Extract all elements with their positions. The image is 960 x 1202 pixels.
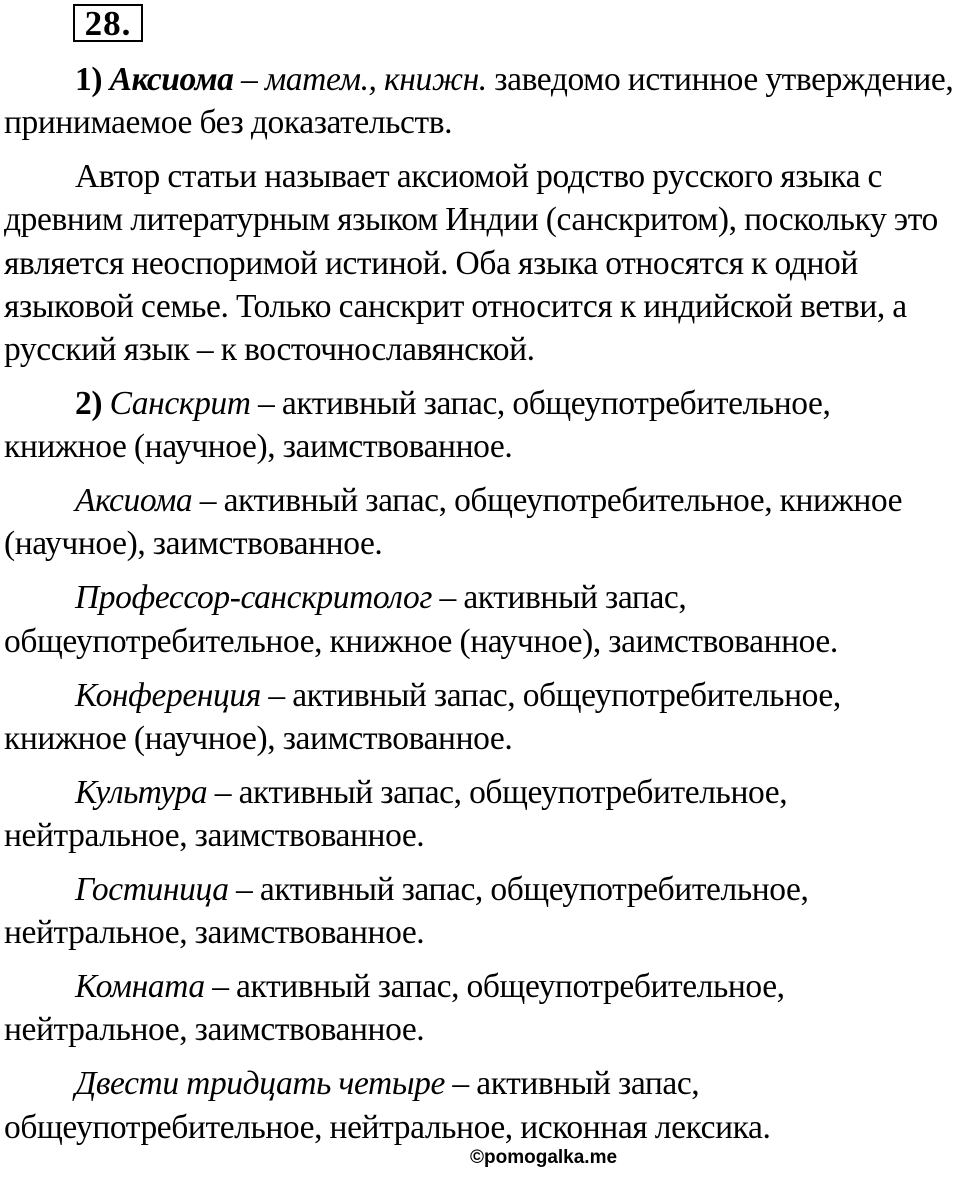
explanation-paragraph: Автор статьи называет аксиомой родство русского языка с древним литературным языком Индии (санскритом), поскольку это является неоспоримой истиной. Оба языка относятся к одной языковой семье. Только санскрит относится к индийской ветви, а русский язык – к восточнославянской.	[4, 158, 938, 369]
entry-word: Профессор-санскритолог	[75, 579, 433, 617]
watermark: ©pomogalka.me	[470, 1147, 618, 1168]
entry-word: Культура	[75, 773, 208, 811]
entry-paragraph	[4, 674, 960, 760]
entry-paragraph	[4, 576, 960, 662]
item-number: 1)	[75, 61, 103, 98]
item-number: 2)	[75, 385, 103, 423]
entry-word: Санскрит	[109, 385, 251, 423]
entry-description: – активный запас, общеупотребительное, нейтральное, исконная лексика.	[4, 1065, 771, 1146]
answer-text	[4, 58, 960, 1160]
entry-word: Двести тридцать четыре	[75, 1065, 445, 1103]
entry-paragraph	[4, 479, 960, 565]
entry-description: – активный запас, общеупотребительное, книжное (научное), заимствованное.	[4, 579, 838, 660]
entry-description: – активный запас, общеупотребительное, нейтральное, заимствованное.	[4, 968, 785, 1049]
entry-paragraph	[4, 965, 960, 1051]
defined-term: Аксиома	[109, 61, 234, 98]
entry-paragraph	[4, 868, 960, 954]
definition-text: заведомо истинное утверждение, принимаемое без доказательств.	[4, 61, 954, 142]
entry-word: Комната	[75, 968, 205, 1006]
usage-labels: матем., книжн.	[264, 61, 487, 98]
entry-word: Гостиница	[75, 871, 229, 909]
entry-word: Конференция	[75, 676, 261, 714]
term-dash: –	[233, 61, 265, 98]
entry-paragraph	[4, 771, 960, 857]
entry-description: – активный запас, общеупотребительное, книжное (научное), заимствованное.	[4, 385, 831, 466]
entry-description: – активный запас, общеупотребительное, нейтральное, заимствованное.	[4, 871, 809, 952]
entry-paragraph	[4, 382, 960, 468]
entry-description: – активный запас, общеупотребительное, книжное (научное), заимствованное.	[4, 482, 903, 563]
definition-paragraph	[4, 58, 960, 144]
task-number-box: 28.	[73, 4, 143, 42]
entry-description: – активный запас, общеупотребительное, книжное (научное), заимствованное.	[4, 676, 841, 757]
entry-word: Аксиома	[75, 482, 193, 520]
entry-description: – активный запас, общеупотребительное, нейтральное, заимствованное.	[4, 773, 788, 855]
entry-paragraph	[4, 1062, 960, 1148]
